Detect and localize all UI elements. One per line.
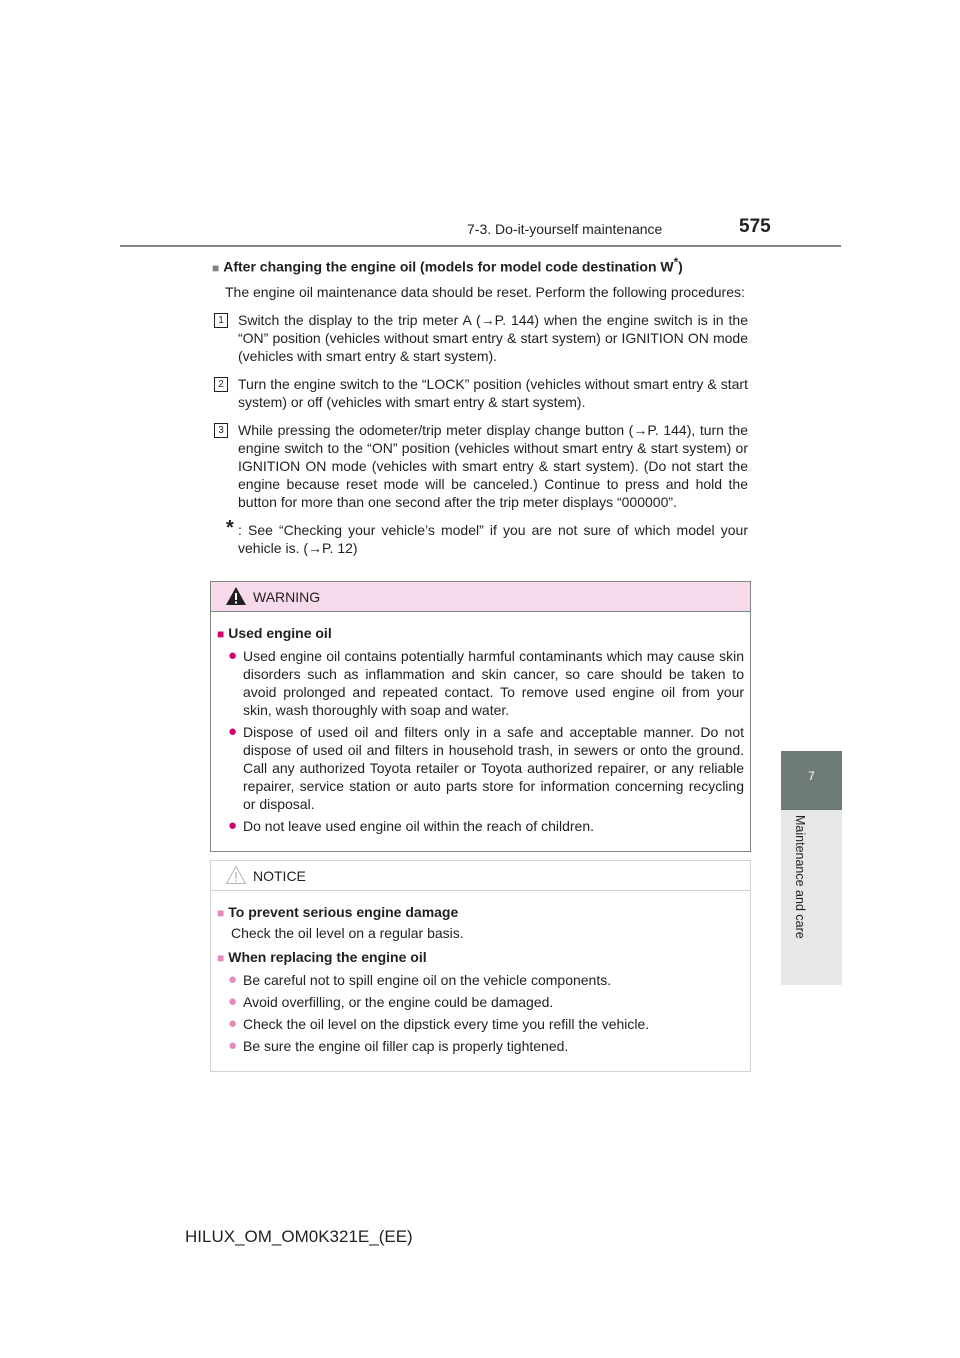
warning-header xyxy=(211,582,750,612)
bullet-icon: ● xyxy=(228,647,238,664)
procedure-step xyxy=(218,375,748,411)
procedure-step xyxy=(218,311,748,365)
bullet-icon: ● xyxy=(228,1037,238,1054)
warning-title: WARNING xyxy=(253,589,321,605)
header-divider xyxy=(120,245,841,247)
step-text: While pressing the odometer/trip meter display change button (→P. 144), turn the engine switch to the “ON” position (vehicles without smart entry & start system) or IGNITION ON mode (vehicles with smart entry & start system). (Do not start the engine because reset mode will be canceled.) Continue to press and hold the button for more than one second after the trip meter displays “000000”. xyxy=(238,421,748,510)
footnote xyxy=(226,516,748,557)
notice-box xyxy=(210,860,751,1072)
step-number: 2 xyxy=(214,377,228,392)
warning-heading-text: Used engine oil xyxy=(228,625,332,641)
square-bullet-icon: ■ xyxy=(217,906,225,920)
section-title: 7-3. Do-it-yourself maintenance xyxy=(467,221,663,237)
bullet-icon: ● xyxy=(228,971,238,988)
step-number: 3 xyxy=(214,423,228,438)
bullet-icon: ● xyxy=(228,993,238,1010)
procedure-step xyxy=(218,421,748,511)
notice-item-text: Avoid overfilling, or the engine could be damaged. xyxy=(243,994,554,1010)
notice-heading-text: When replacing the engine oil xyxy=(228,949,427,965)
warning-triangle-icon xyxy=(225,586,247,606)
notice-triangle-icon xyxy=(225,865,247,885)
notice-heading xyxy=(217,903,744,922)
warning-item-text: Dispose of used oil and filters only in a safe and acceptable manner. Do not dispose of used oil and filters in household trash, in sewers or onto the ground. Call any authorized Toyota retailer or Toyota authorized repairer, or any reliable repairer, service station or auto parts store for information concerning recycling or disposal. xyxy=(243,724,744,812)
section-heading xyxy=(212,254,748,277)
bullet-icon: ● xyxy=(228,723,238,740)
warning-heading xyxy=(217,624,744,643)
intro-paragraph: The engine oil maintenance data should be reset. Perform the following procedures: xyxy=(225,283,745,300)
notice-body xyxy=(211,891,750,1071)
notice-heading xyxy=(217,948,744,967)
footnote-marker: * xyxy=(226,516,234,539)
heading-suffix: ) xyxy=(678,258,683,275)
notice-title: NOTICE xyxy=(253,868,306,884)
bullet-icon: ● xyxy=(228,1015,238,1032)
warning-body xyxy=(211,612,750,851)
warning-item xyxy=(217,647,744,719)
heading-text: After changing the engine oil (models for model code destination W xyxy=(223,258,674,275)
notice-text: Check the oil level on a regular basis. xyxy=(231,925,464,941)
notice-item xyxy=(217,1015,744,1033)
chapter-tab: 7 xyxy=(781,751,842,810)
notice-item-text: Be careful not to spill engine oil on the vehicle components. xyxy=(243,972,612,988)
notice-heading-text: To prevent serious engine damage xyxy=(228,904,459,920)
footnote-text: : See “Checking your vehicle’s model” if you are not sure of which model your vehicle is. (→P. 12) xyxy=(238,521,748,556)
notice-header xyxy=(211,861,750,891)
chapter-title: Maintenance and care xyxy=(793,815,807,939)
step-text: Turn the engine switch to the “LOCK” position (vehicles without smart entry & start system) or off (vehicles with smart entry & start system). xyxy=(238,375,748,410)
chapter-title-vertical xyxy=(781,815,811,985)
notice-item-text: Be sure the engine oil filler cap is properly tightened. xyxy=(243,1038,569,1054)
notice-item xyxy=(217,971,744,989)
warning-item-text: Used engine oil contains potentially harmful contaminants which may cause skin disorders such as inflammation and skin cancer, so care should be taken to avoid prolonged and repeated contact. To remove used engine oil from your skin, wash thoroughly with soap and water. xyxy=(243,648,744,718)
step-number: 1 xyxy=(214,313,228,328)
square-bullet-icon: ■ xyxy=(217,951,225,965)
bullet-icon: ● xyxy=(228,817,238,834)
warning-item xyxy=(217,817,744,835)
page-number: 575 xyxy=(739,216,771,237)
square-bullet-icon: ■ xyxy=(217,627,225,641)
heading-star: * xyxy=(673,256,679,269)
square-bullet-icon: ■ xyxy=(212,260,220,275)
notice-item xyxy=(217,993,744,1011)
step-text: Switch the display to the trip meter A (→P. 144) when the engine switch is in the “ON” position (vehicles without smart entry & start system) or IGNITION ON mode (vehicles with smart entry & start system). xyxy=(238,311,748,364)
notice-item-text: Check the oil level on the dipstick every time you refill the vehicle. xyxy=(243,1016,650,1032)
notice-item xyxy=(217,1037,744,1055)
warning-item xyxy=(217,723,744,813)
main-content xyxy=(212,254,748,557)
warning-item-text: Do not leave used engine oil within the reach of children. xyxy=(243,818,594,834)
warning-box xyxy=(210,581,751,852)
document-code: HILUX_OM_OM0K321E_(EE) xyxy=(185,1227,413,1246)
